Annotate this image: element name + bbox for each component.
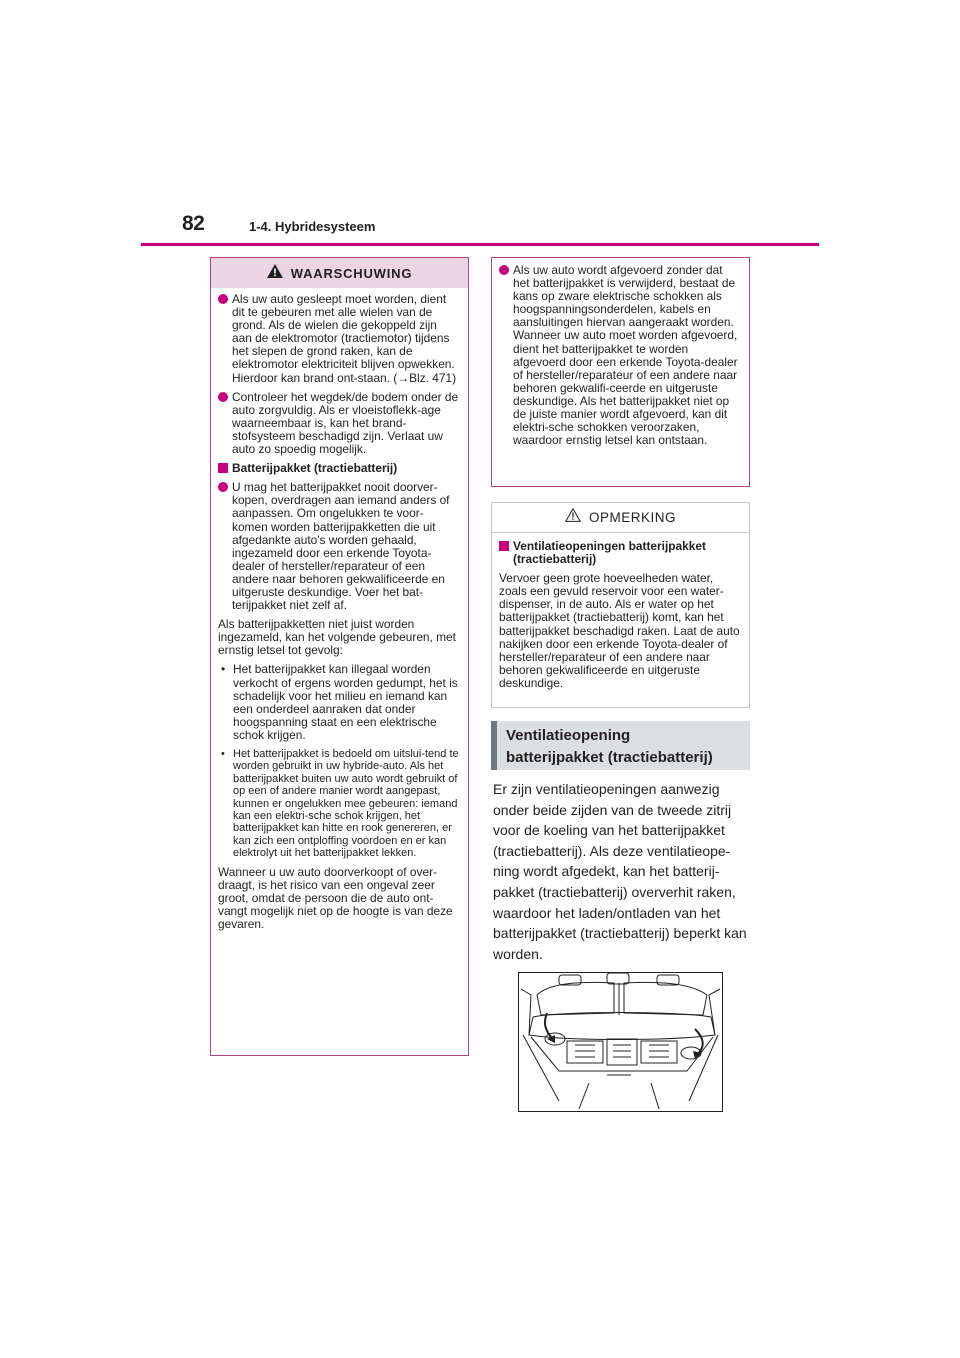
warning-bullet-disposal: U mag het batterijpakket nooit doorver-kopen, overdragen aan iemand anders of aanpassen. Om ongelukken te voor-komen worden batterijpakketten die uit afgedankte auto's worden gehaald, ingezameld door een erkende Toyota-dealer of hersteller/reparateur of een andere naar behoren gekwalificeerde en uitgeruste deskundige. Voer het bat-terijpakket niet zelf af. — [218, 481, 459, 612]
note-text: Vervoer geen grote hoeveelheden water, zoals een gevuld reservoir voor een water-dispenser, in de auto. Als er water op het batterijpakket (tractiebatterij) komt, kan het batterijpakket beschadigd raken. Laat de auto nakijken door een erkende Toyota-dealer of hersteller/reparateur of een andere naar behoren gekwalificeerde en uitgeruste deskundige. — [499, 571, 740, 690]
section-label: 1-4. Hybridesysteem — [249, 219, 376, 234]
note-box — [491, 502, 750, 708]
page-number: 82 — [182, 212, 205, 235]
warning-subheading-battery: Batterijpakket (tractiebatterij) — [218, 462, 459, 475]
section-heading-line2: batterijpakket (tractiebatterij) — [506, 749, 713, 766]
caution-triangle-icon — [565, 508, 581, 527]
warning-box-left — [210, 257, 469, 1056]
note-title: OPMERKING — [588, 510, 676, 525]
warning-dash-modification: • Het batterijpakket is bedoeld om uitslui-tend te worden gebruikt in uw hybride-auto. Als het batterijpakket buiten uw auto wordt gebruikt of op een of andere manier wordt aangepast, kunnen er ongelukken mee gebeuren: iemand kan een elektri-sche schok krijgen, het batterijpakket kan hitte en rook genereren, er kan zich een ontploffing voordoen en er kan elektrolyt uit het batterijpakket lekken. — [218, 748, 459, 860]
warning-title: WAARSCHUWING — [290, 265, 413, 281]
note-header — [492, 503, 749, 533]
warning-header — [211, 258, 468, 288]
section-heading-line1: Ventilatieopening — [506, 727, 631, 744]
section-body-text: Er zijn ventilatieopeningen aanwezig onder beide zijden van de tweede zitrij voor de koeling van het batterijpakket (tractiebatterij). Als deze ventilatieope-ning wordt afgedekt, kan het batterij-pakket (tractiebatterij) oververhit raken, waardoor het laden/ontladen van het batterijpakket (tractiebatterij) beperkt kan worden. — [493, 781, 747, 962]
warning-box-right — [491, 257, 750, 487]
section-heading — [491, 721, 750, 770]
warning-bullet-leakage: Controleer het wegdek/de bodem onder de auto zorgvuldig. Als er vloeistoflekk-age waarneembaar is, kan het brand-stofsysteem beschadigd zijn. Verlaat uw auto zo spoedig mogelijk. — [218, 391, 459, 456]
section-heading-accent — [491, 721, 497, 770]
vent-illustration — [518, 972, 723, 1112]
warning-paragraph-resale: Wanneer u uw auto doorverkoopt of over-draagt, is het risico van een ongeval zeer groot, omdat de persoon die de auto ont-vangt mogelijk niet op de hoogte is van deze gevaren. — [218, 864, 453, 932]
warning-content — [211, 288, 468, 931]
warning-continuation-content — [492, 258, 749, 447]
warning-paragraph-collection: Als batterijpakketten niet juist worden ingezameld, kan het volgende gebeuren, met ernstig letsel tot gevolg: — [218, 617, 456, 658]
note-subheading: Ventilatieopeningen batterijpakket (tractiebatterij) — [499, 540, 740, 566]
warning-bullet-towing: Als uw auto gesleept moet worden, dient dit te gebeuren met alle wielen van de grond. Als de wielen die gekoppeld zijn aan de elektromotor (tractiemotor) tijdens het slepen de grond raken, kan de elektromotor elektriciteit blijven opwekken. Hierdoor kan brand ont-staan. (→Blz. 471) — [218, 293, 459, 385]
header-rule — [141, 243, 819, 246]
note-content — [492, 533, 749, 690]
warning-triangle-icon — [267, 264, 283, 283]
warning-dash-illegal-sale: • Het batterijpakket kan illegaal worden verkocht of ergens worden gedumpt, het is schadelijk voor het milieu en iemand kan een onderdeel aanraken dat onder hoogspanning staat en een elektrische schok krijgen. — [218, 663, 459, 742]
warning-bullet-scrapping: Als uw auto wordt afgevoerd zonder dat het batterijpakket is verwijderd, bestaat de kans op zware elektrische schokken als hoogspanningsonderdelen, kabels en aansluitingen hiervan aangeraakt worden. Wanneer uw auto moet worden afgevoerd, dient het batterijpakket te worden afgevoerd door een erkende Toyota-dealer of hersteller/reparateur of een andere naar behoren gekwalifi-ceerde en uitgeruste deskundige. Als het batterijpakket niet op de juiste manier wordt afgevoerd, kan dit elektri-sche schokken veroorzaken, waardoor ernstig letsel kan ontstaan. — [499, 264, 740, 447]
rear-seat-vent-drawing — [519, 973, 722, 1111]
